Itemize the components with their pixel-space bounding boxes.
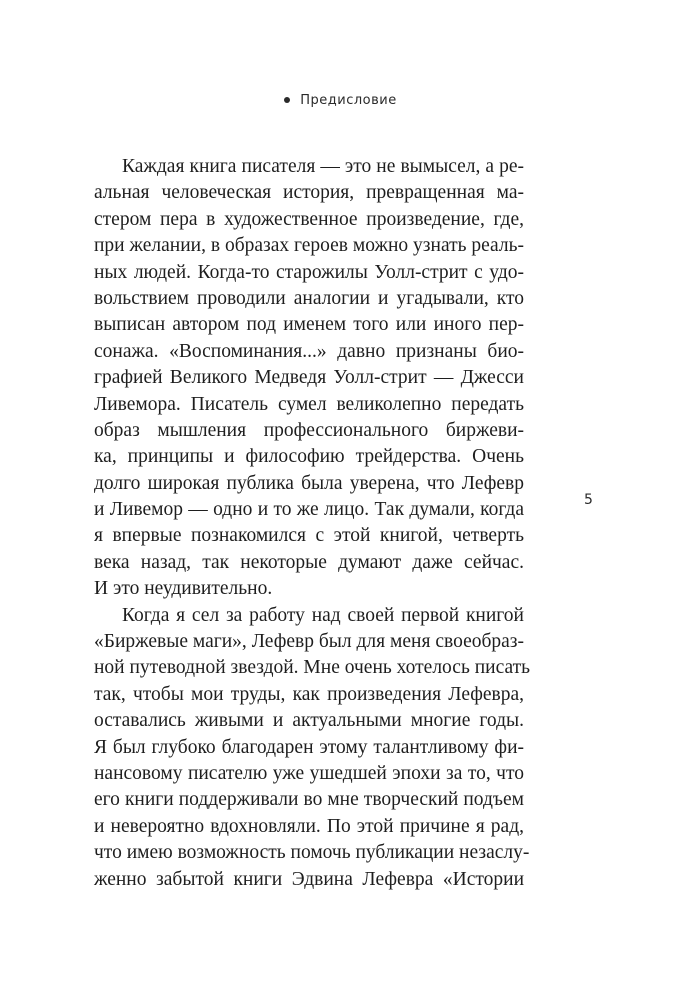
text-line: при желании, в образах героев можно узнать реаль-: [94, 235, 524, 257]
running-header: [0, 93, 681, 108]
text-line: И это неудивительно.: [94, 578, 273, 600]
text-line: и Ливемор — одно и то же лицо. Так думали, когда: [94, 499, 524, 521]
page-number: 5: [584, 492, 593, 508]
text-line: вольствием проводили аналогии и угадывали, кто: [94, 287, 524, 309]
text-line: Ливемора. Писатель сумел великолепно передать: [94, 393, 524, 415]
text-line: Когда я сел за работу над своей первой книгой: [122, 604, 524, 626]
text-line: я впервые познакомился с этой книгой, четверть: [94, 525, 524, 547]
text-line: Я был глубоко благодарен этому талантливому фи-: [94, 736, 524, 758]
text-line: долго широкая публика была уверена, что Лефевр: [94, 472, 524, 494]
text-line: оставались живыми и актуальными многие годы.: [94, 710, 524, 732]
text-line: нансовому писателю уже ушедшей эпохи за то, что: [94, 762, 524, 784]
text-line: сонажа. «Воспоминания...» давно признаны био-: [94, 340, 524, 362]
text-line: выписан автором под именем того или иного пер-: [94, 314, 524, 336]
text-line: ных людей. Когда-то старожилы Уолл-стрит с удо-: [94, 261, 524, 283]
text-line: и невероятно вдохновляли. По этой причине я рад,: [94, 815, 524, 837]
bullet-icon: [284, 97, 290, 103]
body-text: [94, 154, 531, 893]
text-line: стером пера в художественное произведение, где,: [94, 208, 524, 230]
text-line: графией Великого Медведя Уолл-стрит — Джесси: [94, 367, 524, 389]
header-title: Предисловие: [300, 93, 397, 108]
text-line: века назад, так некоторые думают даже сейчас.: [94, 551, 524, 573]
text-line: женно забытой книги Эдвина Лефевра «Истории: [94, 868, 524, 890]
text-line: что имею возможность помочь публикации незаслу-: [94, 842, 530, 864]
text-line: его книги поддерживали во мне творческий подъем: [94, 789, 524, 811]
text-line: ной путеводной звездой. Мне очень хотелось писать: [94, 657, 531, 679]
text-line: «Биржевые маги», Лефевр был для меня своеобраз-: [94, 631, 524, 653]
text-line: образ мышления профессионального биржеви-: [94, 419, 524, 441]
text-line: альная человеческая история, превращенная ма-: [94, 182, 524, 204]
text-line: Каждая книга писателя — это не вымысел, а ре-: [122, 156, 524, 177]
text-line: ка, принципы и философию трейдерства. Очень: [94, 446, 524, 468]
text-line: так, чтобы мои труды, как произведения Лефевра,: [94, 683, 524, 705]
